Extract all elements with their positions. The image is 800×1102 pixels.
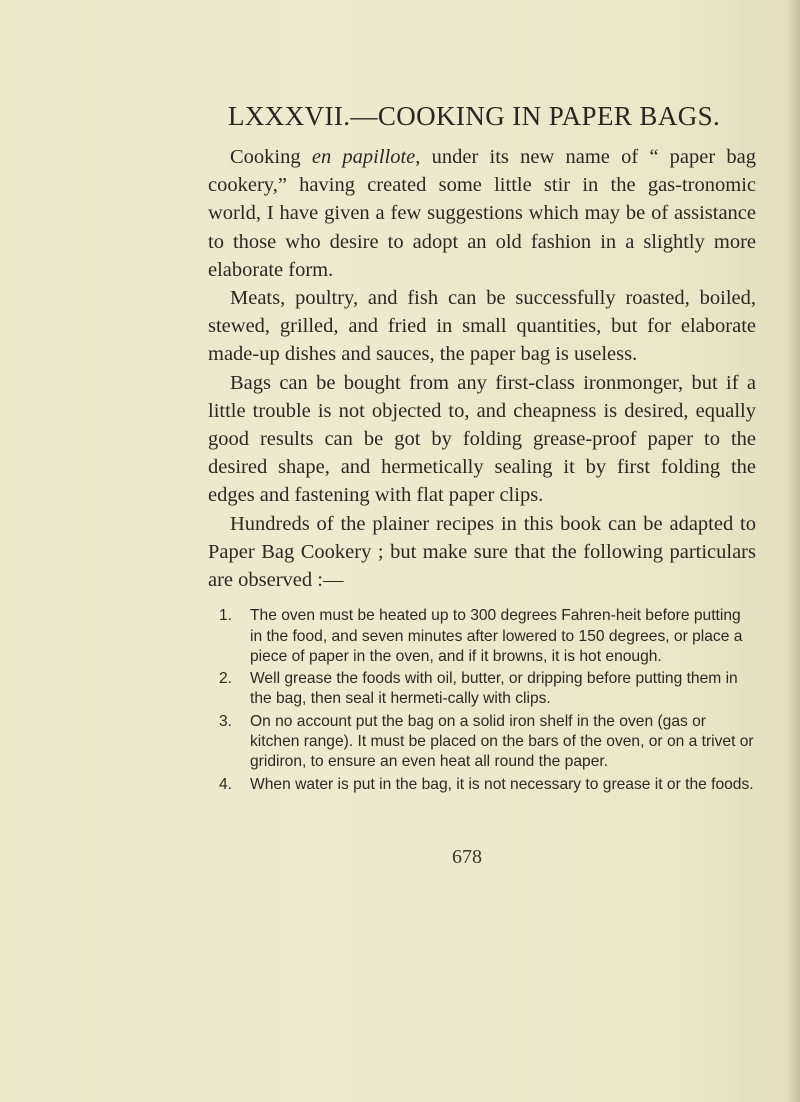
list-item xyxy=(208,606,756,667)
paragraph-recipes: Hundreds of the plainer recipes in this book can be adapted to Paper Bag Cookery ; but make sure that the following particulars are observed :— xyxy=(208,512,756,592)
list-item-number: 3. xyxy=(219,712,233,730)
list-item-text: When water is put in the bag, it is not necessary to grease it or the foods. xyxy=(250,775,754,793)
paragraph-meats: Meats, poultry, and fish can be successfully roasted, boiled, stewed, grilled, and fried in small quantities, but for elaborate made-up dishes and sauces, the paper bag is useless. xyxy=(208,287,756,366)
page-edge-shadow xyxy=(786,0,800,1102)
list-item-text: On no account put the bag on a solid iron shelf in the oven (gas or kitchen range). It must be placed on the bars of the oven, or on a trivet or gridiron, to ensure an even heat all round the paper. xyxy=(250,712,754,771)
list-item-number: 4. xyxy=(219,775,233,793)
list-item xyxy=(208,712,756,773)
list-item xyxy=(208,775,756,795)
list-item-number: 2. xyxy=(219,670,233,688)
chapter-heading: LXXXVII.—COOKING IN PAPER BAGS. xyxy=(228,101,721,131)
particulars-list xyxy=(208,606,756,795)
paragraph-intro-rest: , under its new name of “ paper bag cookery,” having created some little stir in the gas-tronomic world, I have given a few suggestions which may be of assistance to those who desire to adopt an old fashion in a slightly more elaborate form. xyxy=(208,146,757,281)
paragraph-intro xyxy=(208,143,756,284)
paragraph-intro-italic: en papillote xyxy=(311,146,416,168)
list-item xyxy=(208,669,756,710)
paragraph-intro-start: Cooking xyxy=(230,146,312,168)
chapter-body xyxy=(208,143,756,797)
list-item-number: 1. xyxy=(219,607,233,625)
page-number: 678 xyxy=(452,846,482,868)
list-item-text: The oven must be heated up to 300 degrees Fahren-heit before putting in the food, and seven minutes after lowered to 150 degrees, or place a piece of paper in the oven, and if it browns, it is hot enough. xyxy=(250,607,743,665)
list-item-text: Well grease the foods with oil, butter, or dripping before putting them in the bag, then seal it hermeti-cally with clips. xyxy=(250,670,738,708)
paragraph-bags: Bags can be bought from any first-class ironmonger, but if a little trouble is not objected to, and cheapness is desired, equally good results can be got by folding grease-proof paper to the desired shape, and hermetically sealing it by first folding the edges and fastening with flat paper clips. xyxy=(208,371,756,507)
